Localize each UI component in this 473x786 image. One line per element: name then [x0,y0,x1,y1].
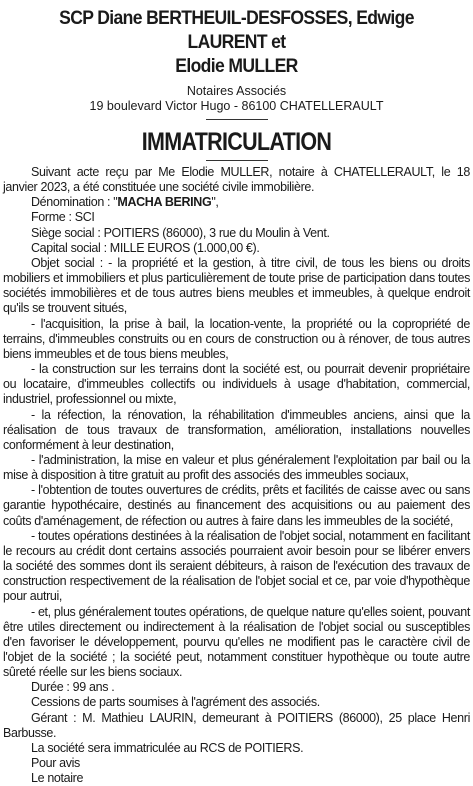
notary-firm-name [26,6,446,78]
objet-paragraph: - la réfection, la rénovation, la réhabilitation d'immeubles anciens, ainsi que la réalisation de tous travaux de transformation, amélioration, installations nouvelles conformément à leur destination, [3,407,470,452]
capital-line: Capital social : MILLE EUROS (1.000,00 €). [31,240,260,255]
denomination-line [3,195,470,210]
duree-line: Durée : 99 ans . [31,680,115,695]
pour-avis: Pour avis [31,756,80,771]
objet-paragraph: - et, plus généralement toutes opérations, de quelque nature qu'elles soient, pouvant être utiles directement ou indirectement à la réalisation de l'objet social ou susceptibles d'en favoriser le développement, pourvu qu'elles ne modifient pas le caractère civil de l'objet de la société ; la société peut, notamment constituer hypothèque ou toute autre sûreté réelle sur les biens sociaux. [3,604,470,680]
forme-line: Forme : SCI [31,210,95,225]
objet-paragraph: Objet social : - la propriété et la gestion, à titre civil, de tous les biens ou droits mobiliers et immobiliers et plus particulièrement de toute prise de participation dans toutes sociétés immobilières et de tous autres biens meubles et immeubles, à quelque endroit qu'ils se trouvent situés, [3,255,470,316]
gerant-paragraph: Gérant : M. Mathieu LAURIN, demeurant à POITIERS (86000), 25 place Henri Barbusse. [3,710,470,740]
signature: Le notaire [31,771,84,786]
notice-body [3,165,470,786]
header-divider [206,119,268,120]
firm-name-line-2: Elodie MULLER [175,55,298,77]
rcs-line: La société sera immatriculée au RCS de POITIERS. [31,740,304,755]
intro-paragraph: Suivant acte reçu par Me Elodie MULLER, notaire à CHATELLERAULT, le 18 janvier 2023, a été constituée une société civile immobilière. [3,165,470,195]
denomination-label: Dénomination : " [31,195,118,210]
firm-name-line-1: SCP Diane BERTHEUIL-DESFOSSES, Edwige LAURENT et [59,7,414,53]
firm-address: 19 boulevard Victor Hugo - 86100 CHATELLERAULT [89,99,384,113]
cessions-line: Cessions de parts soumises à l'agrément des associés. [31,695,320,710]
objet-paragraph: - l'obtention de toutes ouvertures de crédits, prêts et facilités de caisse avec ou sans garantie hypothécaire, destinés au financement des acquisitions ou au paiement des coûts d'aménagement, de réfection ou autres à faire dans les immeubles de la société, [3,483,470,528]
firm-subtitle: Notaires Associés [186,84,287,98]
title-divider [206,160,268,161]
objet-paragraph: - toutes opérations destinées à la réalisation de l'objet social, notamment en facilitant le recours au crédit dont certains associés pourraient avoir besoin pour se libérer envers la société des sommes dont ils seraient débiteurs, à raison de l'exécution des travaux de construction respectivement de la réalisation de l'objet social et ce, par voie d'hypothèque pour autrui, [3,528,470,604]
denomination-end: ", [211,195,219,210]
section-title: IMMATRICULATION [141,128,332,156]
objet-paragraph: - l'administration, la mise en valeur et plus généralement l'exploitation par bail ou la mise à disposition à titre gratuit au profit des associés des immeubles sociaux, [3,452,470,483]
siege-line: Siège social : POITIERS (86000), 3 rue du Moulin à Vent. [31,225,330,240]
company-name: MACHA BERING [117,195,212,210]
objet-paragraph: - la construction sur les terrains dont la société est, ou pourrait devenir propriétaire ou locataire, d'immeubles collectifs ou individuels à usage d'habitation, commercial, industriel, professionnel ou mixte, [3,362,470,407]
objet-paragraph: - l'acquisition, la prise à bail, la location-vente, la propriété ou la copropriété de terrains, d'immeubles construits ou en cours de construction ou à rénover, de tous autres biens immeubles et de tous biens meubles, [3,316,470,361]
